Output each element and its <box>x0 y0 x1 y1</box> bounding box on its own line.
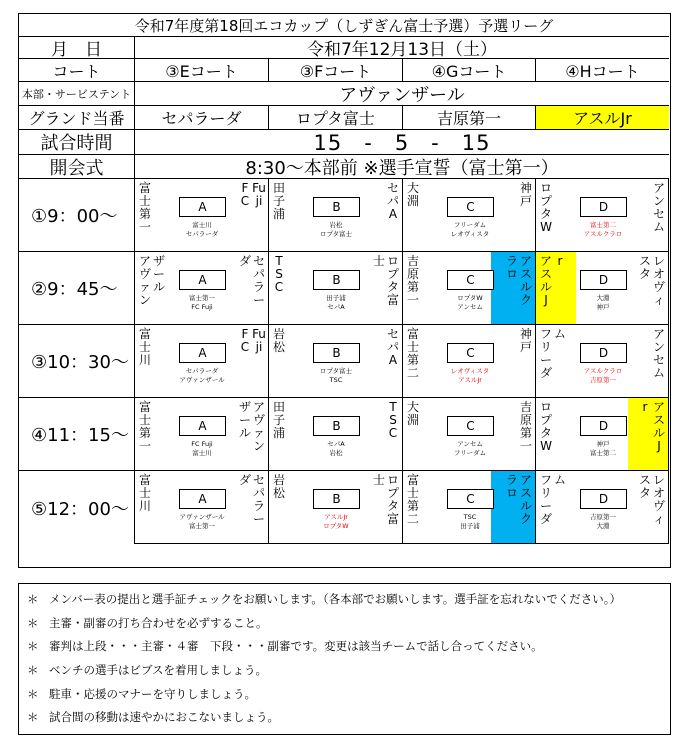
court-box: B <box>313 343 360 363</box>
referee-main: 田子浦 <box>326 294 346 302</box>
court-box: B <box>313 489 360 509</box>
referee-assistant: 岩松 <box>329 449 343 457</box>
away-team: アンセム <box>652 181 665 234</box>
away-team: 士 <box>372 254 385 268</box>
match-time-label: 試合時間 <box>19 130 135 155</box>
referee-main: 富士川 <box>192 221 212 229</box>
court-box: A <box>179 489 226 509</box>
duty-label: グランド当番 <box>19 106 135 130</box>
referee-assistant: 神戸 <box>596 303 610 311</box>
home-team: 富士第二 <box>406 473 419 526</box>
away-team: FC <box>240 327 250 354</box>
match-cell <box>536 471 669 544</box>
note-item <box>27 612 670 636</box>
away-team: ダ <box>238 473 251 487</box>
court-box: C <box>447 270 494 290</box>
referee-assistant: アスルJr <box>458 376 482 384</box>
home-team: 富士第二 <box>406 327 419 380</box>
referee-main: 神戸 <box>596 440 610 448</box>
referee-assistant: TSC <box>329 376 343 384</box>
match-cell <box>403 179 536 252</box>
note-item <box>27 588 670 612</box>
home-team: 岩松 <box>272 473 285 500</box>
referee-assistant: ロプタ富士 <box>319 230 353 238</box>
note-text: 審判は上段・・・主審・４審 下段・・・副審です。変更は該当チームで話し合ってください。 <box>49 639 543 654</box>
referee-assistant: セパラーダ <box>185 230 219 238</box>
slot-time: ①9：00～ <box>19 179 135 252</box>
match-cell <box>269 252 403 325</box>
opening-value: 8:30～本部前 ※選手宣誓（富士第一） <box>135 155 669 179</box>
court-box: A <box>179 343 226 363</box>
match-cell <box>135 325 269 398</box>
court-box: A <box>179 270 226 290</box>
referee-main: セパラーダ <box>185 367 219 375</box>
home-team: ロプタW <box>539 181 552 234</box>
slot-time: ③10：30～ <box>19 325 135 398</box>
home-team: ム <box>553 327 566 341</box>
referee-assistant: 富士第二 <box>590 449 616 457</box>
referee-assistant: 吉原第一 <box>590 376 616 384</box>
note-marker: ＊ <box>27 686 39 701</box>
referee-assistant: フリーダム <box>453 449 487 457</box>
home-team: 田子浦 <box>272 400 285 440</box>
duty-court-e: セパラーダ <box>135 106 269 130</box>
away-team: アンセム <box>652 327 665 380</box>
home-team: 富士川 <box>138 473 151 513</box>
match-time-value: 15 - 5 - 15 <box>135 130 669 155</box>
note-marker: ＊ <box>27 710 39 725</box>
away-team: セパA <box>386 327 399 367</box>
referee-main: アヴァンザール <box>179 513 225 521</box>
hq-label: 本部・サービステント <box>19 82 135 106</box>
away-team: レオヴィ <box>652 254 665 307</box>
referee-main: ロプタ富士 <box>319 367 353 375</box>
away-team: セパラー <box>252 473 265 526</box>
court-box: C <box>447 343 494 363</box>
away-team: ラロ <box>505 254 518 281</box>
away-team: スタ <box>638 254 651 281</box>
court-header-h: ④Hコート <box>536 59 669 82</box>
match-cell <box>135 252 269 325</box>
away-team: ロプタ富 <box>386 254 399 307</box>
referee-assistant: 大淵 <box>596 522 610 530</box>
match-cell <box>536 398 669 471</box>
court-box: A <box>179 197 226 217</box>
note-text: 試合間の移動は速やかにおこないましょう。 <box>49 710 279 725</box>
away-team: 士 <box>372 473 385 487</box>
match-cell <box>403 471 536 544</box>
referee-assistant: 富士第一 <box>189 522 215 530</box>
referee-assistant: セパA <box>327 303 345 311</box>
home-team: 富士川 <box>138 327 151 367</box>
away-team: ラロ <box>505 473 518 500</box>
referee-assistant: アスルクラロ <box>583 230 623 238</box>
home-team: TSC <box>274 254 284 294</box>
hq-value: アヴァンザール <box>135 82 669 106</box>
home-team: 大淵 <box>406 400 419 427</box>
home-team: ザール <box>152 254 165 294</box>
away-team: FC <box>240 181 250 208</box>
match-cell <box>135 471 269 544</box>
referee-assistant: 田子浦 <box>460 522 480 530</box>
court-box: D <box>580 270 627 290</box>
match-cell <box>269 398 403 471</box>
referee-main: セパA <box>327 440 345 448</box>
court-box: D <box>580 343 627 363</box>
referee-main: アスルクラロ <box>583 367 623 375</box>
home-team: 吉原第一 <box>406 254 419 307</box>
referee-main: TSC <box>463 513 477 521</box>
away-team: Fuji <box>252 181 266 208</box>
away-team: セパA <box>386 181 399 221</box>
referee-main: FC Fuji <box>191 440 213 448</box>
away-team: 吉原第一 <box>519 400 532 453</box>
note-item <box>27 635 670 659</box>
away-team: 神戸 <box>519 181 532 208</box>
away-team: r <box>642 400 648 414</box>
home-team: フリーダ <box>539 473 552 526</box>
home-team: 岩松 <box>272 327 285 354</box>
match-cell <box>403 325 536 398</box>
referee-main: 大淵 <box>596 294 610 302</box>
referee-main: 富士第二 <box>590 221 616 229</box>
slot-time: ⑤12：00～ <box>19 471 135 544</box>
referee-assistant: ロプタW <box>323 522 349 530</box>
match-cell <box>135 398 269 471</box>
away-team: ロプタ富 <box>386 473 399 526</box>
court-box: C <box>447 489 494 509</box>
duty-court-g: 吉原第一 <box>403 106 536 130</box>
home-team: フリーダ <box>539 327 552 380</box>
match-cell <box>536 179 669 252</box>
home-team: ロプタW <box>539 400 552 453</box>
match-cell <box>269 179 403 252</box>
home-team: ム <box>553 473 566 487</box>
court-box: A <box>179 416 226 436</box>
court-header-g: ④Gコート <box>403 59 536 82</box>
referee-main: 吉原第一 <box>590 513 616 521</box>
court-box: B <box>313 416 360 436</box>
referee-assistant: アンセム <box>457 303 483 311</box>
court-box: C <box>447 197 494 217</box>
date-value: 令和7年12月13日（土） <box>135 37 669 59</box>
away-team: アスルJ <box>652 400 665 453</box>
note-item <box>27 683 670 707</box>
referee-assistant: FC Fuji <box>191 303 213 311</box>
note-item <box>27 659 670 683</box>
match-cell <box>269 325 403 398</box>
home-team: アヴァン <box>138 254 151 307</box>
referee-assistant: 富士川 <box>192 449 212 457</box>
court-header-f: ③Fコート <box>269 59 403 82</box>
note-text: ベンチの選手はビブスを着用しましょう。 <box>49 663 268 678</box>
referee-main: フリーダム <box>453 221 487 229</box>
note-marker: ＊ <box>27 663 39 678</box>
note-item <box>27 706 670 730</box>
court-box: C <box>447 416 494 436</box>
referee-main: アンセム <box>457 440 483 448</box>
page-title: 令和7年度第18回エコカップ（しずぎん富士予選）予選リーグ <box>19 14 669 37</box>
match-cell <box>135 179 269 252</box>
court-box: D <box>580 197 627 217</box>
referee-main: ロプタW <box>457 294 483 302</box>
referee-main: レオヴィスタ <box>450 367 490 375</box>
away-team: ダ <box>238 254 251 268</box>
note-marker: ＊ <box>27 615 39 630</box>
home-team: 富士第一 <box>138 181 151 234</box>
away-team: 神戸 <box>519 327 532 354</box>
duty-court-f: ロプタ富士 <box>269 106 403 130</box>
match-cell <box>269 471 403 544</box>
opening-label: 開会式 <box>19 155 135 179</box>
note-marker: ＊ <box>27 592 39 606</box>
slot-time: ④11：15～ <box>19 398 135 471</box>
home-team: 富士第一 <box>138 400 151 453</box>
home-team: 大淵 <box>406 181 419 208</box>
court-header-e: ③Eコート <box>135 59 269 82</box>
away-team: アスルク <box>519 254 532 307</box>
match-cell <box>536 325 669 398</box>
note-text: メンバー表の提出と選手証チェックをお願いします。（各本部でお願いします。選手証を忘れないでください。） <box>49 592 622 606</box>
date-label: 月 日 <box>19 37 135 59</box>
match-cell <box>403 252 536 325</box>
note-text: 駐車・応援のマナーを守りしましょう。 <box>49 686 256 701</box>
slot-time: ②9：45～ <box>19 252 135 325</box>
match-cell <box>403 398 536 471</box>
home-team: 田子浦 <box>272 181 285 221</box>
court-label: コート <box>19 59 135 82</box>
away-team: ザール <box>238 400 251 440</box>
referee-main: アスルJr <box>324 513 348 521</box>
match-cell <box>536 252 669 325</box>
notes-box <box>18 583 671 735</box>
referee-main: 富士第一 <box>189 294 215 302</box>
court-box: D <box>580 416 627 436</box>
away-team: アスルク <box>519 473 532 526</box>
away-team: アヴァン <box>252 400 265 453</box>
away-team: Fuji <box>252 327 266 354</box>
note-marker: ＊ <box>27 639 39 654</box>
note-text: 主審・副審の打ち合わせを必ずすること。 <box>49 615 268 630</box>
away-team: TSC <box>388 400 398 440</box>
referee-main: 岩松 <box>329 221 343 229</box>
away-team: セパラー <box>252 254 265 307</box>
referee-assistant: アヴァンザール <box>179 376 225 384</box>
home-team: アスルJ <box>539 254 552 307</box>
away-team: レオヴィ <box>652 473 665 526</box>
schedule-table <box>18 13 671 568</box>
court-box: B <box>313 197 360 217</box>
court-box: B <box>313 270 360 290</box>
home-team: r <box>557 254 563 268</box>
court-box: D <box>580 489 627 509</box>
duty-court-h: アスルJr <box>536 106 669 130</box>
away-team: スタ <box>638 473 651 500</box>
referee-assistant: レオヴィスタ <box>450 230 490 238</box>
